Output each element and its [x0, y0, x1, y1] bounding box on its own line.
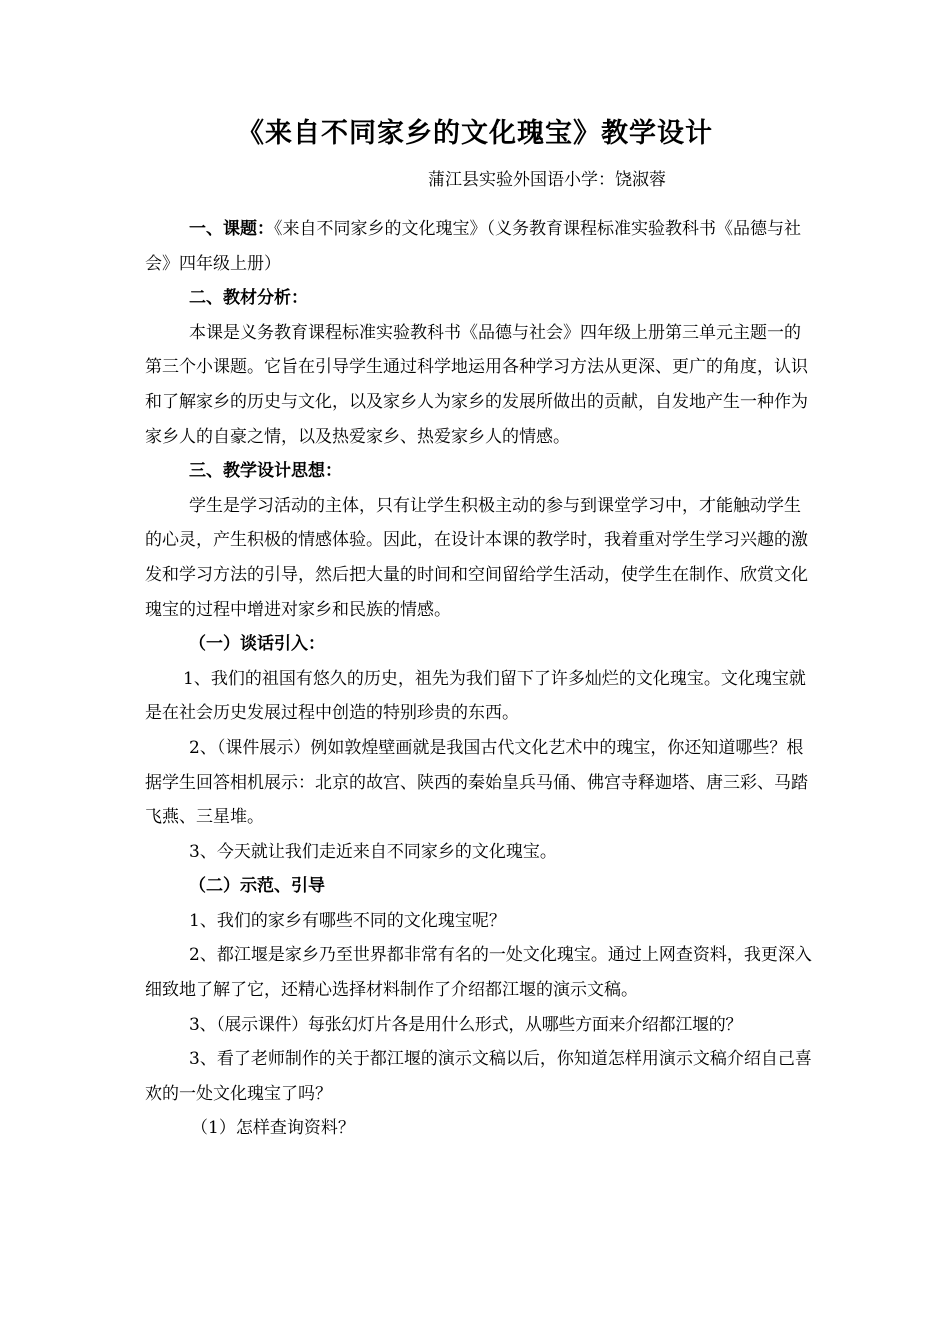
part-1-item: 3、今天就让我们走近来自不同家乡的文化瑰宝。 [189, 841, 557, 862]
author-line: 蒲江县实验外国语小学：饶淑蓉 [428, 170, 666, 190]
part-1-item: 1、我们的祖国有悠久的历史，祖先为我们留下了许多灿烂的文化瑰宝。文化瑰宝就是在社会历史发展过程中创造的特别珍贵的东西。 [145, 668, 806, 724]
section-3-heading: 三、教学设计思想： [189, 461, 342, 482]
part-1-item: 2、（课件展示）例如敦煌壁画就是我国古代文化艺术中的瑰宝，你还知道哪些？根据学生回答相机展示：北京的故宫、陕西的秦始皇兵马俑、佛宫寺释迦塔、唐三彩、马踏飞燕、三星堆。 [145, 737, 808, 828]
section-3-text: 学生是学习活动的主体，只有让学生积极主动的参与到课堂学习中，才能触动学生的心灵，产生积极的情感体验。因此，在设计本课的教学时，我着重对学生学习兴趣的激发和学习方法的引导，然后把大量的时间和空间留给学生活动，使学生在制作、欣赏文化瑰宝的过程中增进对家乡和民族的情感。 [145, 495, 808, 620]
section-1-text: 《来自不同家乡的文化瑰宝》（义务教育课程标准实验教科书《品德与社会》四年级上册） [145, 219, 801, 274]
section-2-heading: 二、教材分析： [189, 288, 308, 309]
document-body [145, 212, 813, 1146]
part-2-item: 3、看了老师制作的关于都江堰的演示文稿以后，你知道怎样用演示文稿介绍自己喜欢的一处文化瑰宝了吗？ [145, 1049, 812, 1104]
document-title: 《来自不同家乡的文化瑰宝》教学设计 [237, 118, 713, 149]
section-2-text: 本课是义务教育课程标准实验教科书《品德与社会》四年级上册第三单元主题一的第三个小课题。它旨在引导学生通过科学地运用各种学习方法从更深、更广的角度，认识和了解家乡的历史与文化，以及家乡人为家乡的发展所做出的贡献，自发地产生一种作为家乡人的自豪之情，以及热爱家乡、热爱家乡人的情感。 [145, 322, 808, 447]
part-2-item: 1、我们的家乡有哪些不同的文化瑰宝呢？ [189, 910, 506, 931]
part-2-heading: （二）示范、引导 [189, 876, 325, 897]
part-2-item: 2、都江堰是家乡乃至世界都非常有名的一处文化瑰宝。通过上网查资料，我更深入细致地了解了它，还精心选择材料制作了介绍都江堰的演示文稿。 [145, 945, 812, 1001]
part-2-item: 3、（展示课件）每张幻灯片各是用什么形式，从哪些方面来介绍都江堰的？ [189, 1014, 743, 1035]
part-1-heading: （一）谈话引入： [189, 634, 325, 655]
section-1-paragraph [145, 212, 813, 281]
section-1-heading: 一、课题： [189, 219, 274, 239]
sub-item: （1）怎样查询资料？ [191, 1118, 355, 1139]
